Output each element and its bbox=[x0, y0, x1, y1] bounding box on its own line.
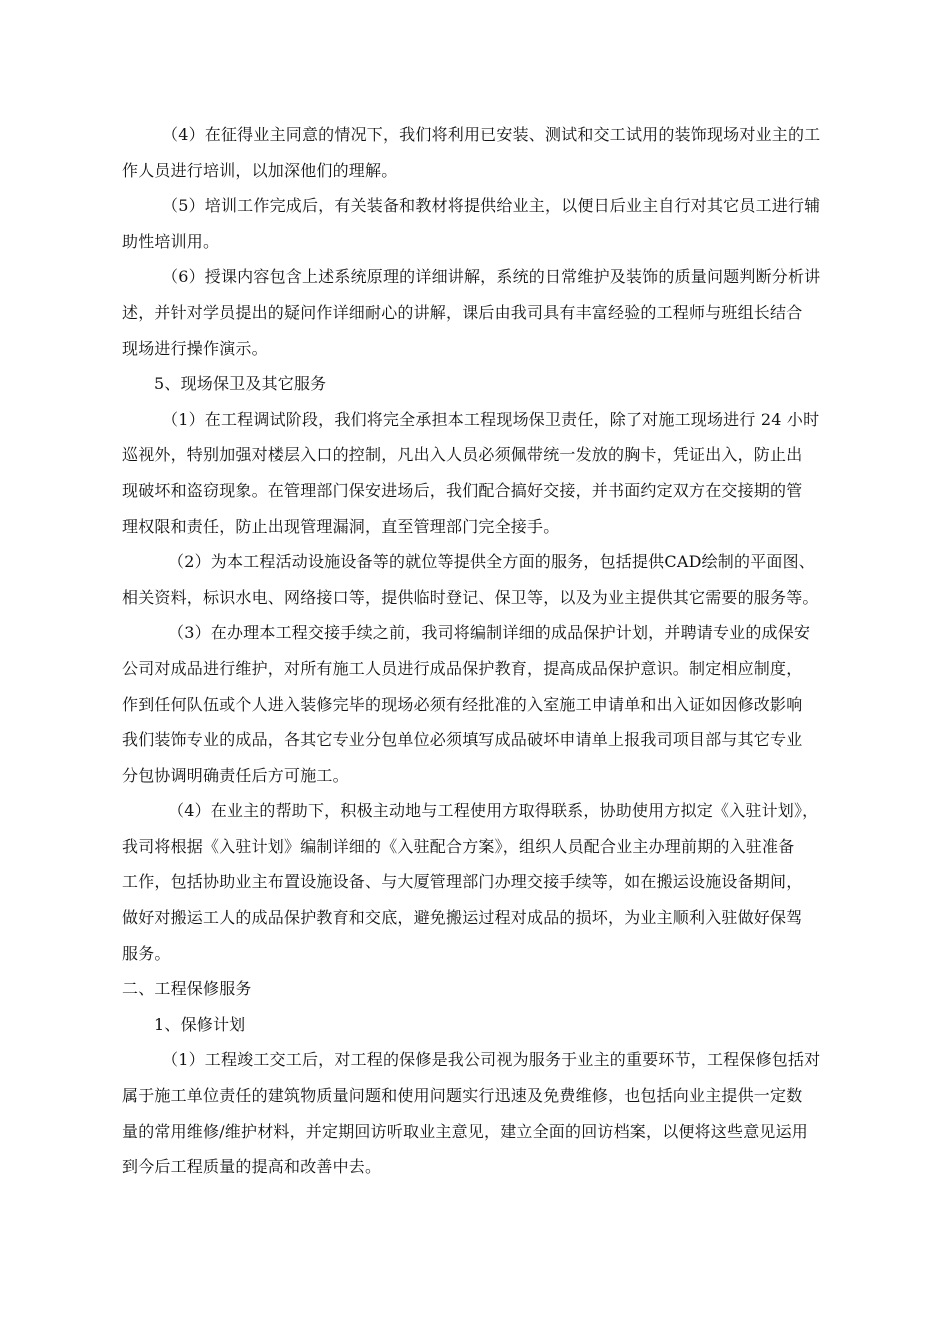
body-text bbox=[122, 117, 850, 1185]
text-line: 工作，包括协助业主布置设施设备、与大厦管理部门办理交接手续等，如在搬运设施设备期间， bbox=[122, 872, 803, 892]
text-line: 到今后工程质量的提高和改善中去。 bbox=[122, 1157, 382, 1177]
text-line: 现场进行操作演示。 bbox=[122, 338, 268, 358]
text-line: 作人员进行培训，以加深他们的理解。 bbox=[122, 160, 398, 180]
text-line: 服务。 bbox=[122, 943, 171, 963]
text-line: （4）在业主的帮助下，积极主动地与工程使用方取得联系，协助使用方拟定《入驻计划》， bbox=[168, 801, 819, 821]
text-line: 量的常用维修/维护材料，并定期回访听取业主意见，建立全面的回访档案，以便将这些意见运用 bbox=[122, 1121, 808, 1141]
text-line: 分包协调明确责任后方可施工。 bbox=[122, 765, 349, 785]
text-line: 5、现场保卫及其它服务 bbox=[154, 374, 327, 394]
text-line: 我司将根据《入驻计划》编制详细的《入驻配合方案》，组织人员配合业主办理前期的入驻准备 bbox=[122, 836, 795, 856]
text-line: （2）为本工程活动设施设备等的就位等提供全方面的服务，包括提供CAD绘制的平面图、 bbox=[168, 552, 816, 572]
text-line: 我们装饰专业的成品，各其它专业分包单位必须填写成品破坏申请单上报我司项目部与其它专业 bbox=[122, 730, 803, 750]
text-line: 助性培训用。 bbox=[122, 231, 220, 251]
text-line: 现破坏和盗窃现象。在管理部门保安进场后，我们配合搞好交接，并书面约定双方在交接期的管 bbox=[122, 480, 803, 500]
text-line: （6）授课内容包含上述系统原理的详细讲解，系统的日常维护及装饰的质量问题判断分析讲 bbox=[162, 267, 821, 287]
text-line: （5）培训工作完成后，有关装备和教材将提供给业主，以便日后业主自行对其它员工进行辅 bbox=[162, 196, 821, 216]
text-line: （1）在工程调试阶段，我们将完全承担本工程现场保卫责任，除了对施工现场进行 24 小时 bbox=[162, 409, 820, 429]
text-line: （1）工程竣工交工后，对工程的保修是我公司视为服务于业主的重要环节，工程保修包括对 bbox=[162, 1050, 821, 1070]
text-line: 述，并针对学员提出的疑问作详细耐心的讲解，课后由我司具有丰富经验的工程师与班组长结合 bbox=[122, 302, 803, 322]
text-line: 公司对成品进行维护，对所有施工人员进行成品保护教育，提高成品保护意识。制定相应制度， bbox=[122, 658, 803, 678]
text-line: 理权限和责任，防止出现管理漏洞，直至管理部门完全接手。 bbox=[122, 516, 560, 536]
text-line: 属于施工单位责任的建筑物质量问题和使用问题实行迅速及免费维修，也包括向业主提供一定数 bbox=[122, 1086, 803, 1106]
text-line: 做好对搬运工人的成品保护教育和交底，避免搬运过程对成品的损坏，为业主顺利入驻做好保驾 bbox=[122, 908, 803, 928]
text-line: 巡视外，特别加强对楼层入口的控制，凡出入人员必须佩带统一发放的胸卡，凭证出入，防止出 bbox=[122, 445, 803, 465]
text-line: 二、工程保修服务 bbox=[122, 979, 252, 999]
text-line: （3）在办理本工程交接手续之前，我司将编制详细的成品保护计划，并聘请专业的成保安 bbox=[168, 623, 811, 643]
text-line: （4）在征得业主同意的情况下，我们将利用已安装、测试和交工试用的装饰现场对业主的工 bbox=[162, 125, 821, 144]
text-line: 相关资料，标识水电、网络接口等，提供临时登记、保卫等，以及为业主提供其它需要的服务等。 bbox=[122, 587, 819, 607]
text-line: 1、保修计划 bbox=[154, 1014, 246, 1034]
text-line: 作到任何队伍或个人进入装修完毕的现场必须有经批准的入室施工申请单和出入证如因修改影响 bbox=[122, 694, 803, 714]
